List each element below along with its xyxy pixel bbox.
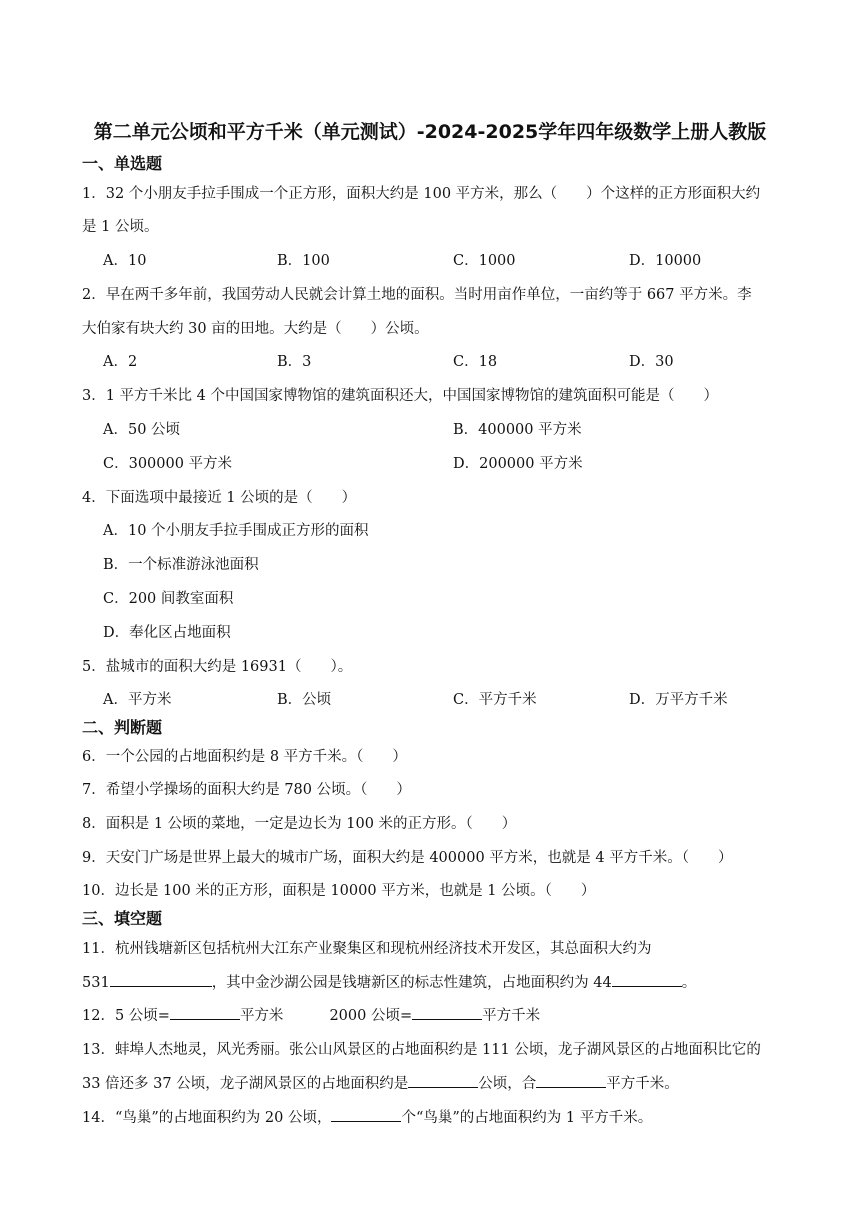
question-2-text-cont: 大伯家有块大约 30 亩的田地。大约是（ ）公顷。 — [82, 321, 429, 337]
q11-blank-1[interactable] — [110, 971, 212, 987]
q2-option-b: B．3 — [277, 354, 312, 370]
q2-option-c: C．18 — [453, 354, 498, 370]
question-13-text: 13．蚌埠人杰地灵，风光秀丽。张公山风景区的占地面积约是 111 公顷，龙子湖风景区的占地面积比它的 — [82, 1042, 761, 1058]
q5-option-b: B．公顷 — [277, 692, 332, 708]
q3-option-d: D．200000 平方米 — [453, 456, 583, 472]
q11-blank-2[interactable] — [612, 971, 682, 987]
q12-blank-2[interactable] — [412, 1004, 482, 1020]
q1-option-c: C．1000 — [453, 253, 516, 269]
question-12-text — [82, 1004, 540, 1025]
q4-option-d: D．奉化区占地面积 — [103, 625, 231, 641]
q12-blank-1[interactable] — [170, 1004, 240, 1020]
page-title: 第二单元公顷和平方千米（单元测试）-2024-2025学年四年级数学上册人教版 — [93, 121, 767, 143]
q3-option-a: A．50 公顷 — [103, 422, 181, 438]
q2-option-d: D．30 — [629, 354, 674, 370]
section-heading-fill-blank: 三、填空题 — [82, 909, 163, 928]
question-8-text: 8．面积是 1 公顷的菜地，一定是边长为 100 米的正方形。（ ） — [82, 816, 517, 832]
question-1-text-cont: 是 1 公顷。 — [82, 219, 159, 235]
section-heading-single-choice: 一、单选题 — [82, 154, 163, 173]
question-14-text — [82, 1106, 652, 1127]
question-4-text: 4．下面选项中最接近 1 公顷的是（ ） — [82, 490, 357, 506]
section-heading-true-false: 二、判断题 — [82, 718, 163, 737]
q4-option-b: B．一个标准游泳池面积 — [103, 557, 259, 573]
question-3-text: 3．1 平方千米比 4 个中国国家博物馆的建筑面积还大，中国国家博物馆的建筑面积可能是（ ） — [82, 388, 718, 404]
q14-blank-1[interactable] — [331, 1106, 401, 1122]
q3-option-b: B．400000 平方米 — [453, 422, 582, 438]
question-1-text: 1．32 个小朋友手拉手围成一个正方形，面积大约是 100 平方米，那么（ ）个这样的正方形面积大约 — [82, 186, 761, 202]
q5-option-c: C．平方千米 — [453, 692, 537, 708]
q11-suffix: 。 — [681, 975, 697, 991]
question-13-text-cont — [82, 1072, 679, 1093]
question-2-text: 2．早在两千多年前，我国劳动人民就会计算土地的面积。当时用亩作单位，一亩约等于 667 平方米。李 — [82, 287, 752, 303]
q12-part-d: 平方千米 — [482, 1008, 541, 1024]
q13-blank-2[interactable] — [536, 1072, 606, 1088]
question-10-text: 10．边长是 100 米的正方形，面积是 10000 平方米，也就是 1 公顷。（ ） — [82, 883, 596, 899]
question-5-text: 5．盐城市的面积大约是 16931（ ）。 — [82, 659, 353, 675]
q3-option-c: C．300000 平方米 — [103, 456, 233, 472]
q12-part-c: 2000 公顷= — [329, 1008, 413, 1024]
q1-option-a: A．10 — [103, 253, 147, 269]
question-9-text: 9．天安门广场是世界上最大的城市广场，面积大约是 400000 平方米，也就是 4 平方千米。（ ） — [82, 850, 733, 866]
question-11-text-cont — [82, 971, 696, 992]
q14-part-b: 个“鸟巢”的占地面积约为 1 平方千米。 — [401, 1110, 653, 1126]
q2-option-a: A．2 — [103, 354, 138, 370]
q14-part-a: 14．“鸟巢”的占地面积约为 20 公顷， — [82, 1110, 332, 1126]
q13-part-c: 平方千米。 — [606, 1076, 679, 1092]
q11-prefix: 531 — [82, 975, 110, 991]
q13-part-b: 公顷，合 — [478, 1076, 537, 1092]
q4-option-a: A．10 个小朋友手拉手围成正方形的面积 — [103, 523, 369, 539]
q12-part-b: 平方米 — [239, 1008, 284, 1024]
q5-option-a: A．平方米 — [103, 692, 172, 708]
q4-option-c: C．200 间教室面积 — [103, 591, 234, 607]
q11-middle: ，其中金沙湖公园是钱塘新区的标志性建筑，占地面积约为 44 — [211, 975, 612, 991]
question-6-text: 6．一个公园的占地面积约是 8 平方千米。（ ） — [82, 749, 407, 765]
q1-option-b: B．100 — [277, 253, 330, 269]
q12-part-a: 12．5 公顷= — [82, 1008, 170, 1024]
question-11-text: 11．杭州钱塘新区包括杭州大江东产业聚集区和现杭州经济技术开发区，其总面积大约为 — [82, 941, 652, 957]
q13-blank-1[interactable] — [408, 1072, 478, 1088]
question-7-text: 7．希望小学操场的面积大约是 780 公顷。（ ） — [82, 782, 411, 798]
q1-option-d: D．10000 — [629, 253, 702, 269]
q5-option-d: D．万平方千米 — [629, 692, 728, 708]
q13-part-a: 33 倍还多 37 公顷，龙子湖风景区的占地面积约是 — [82, 1076, 409, 1092]
